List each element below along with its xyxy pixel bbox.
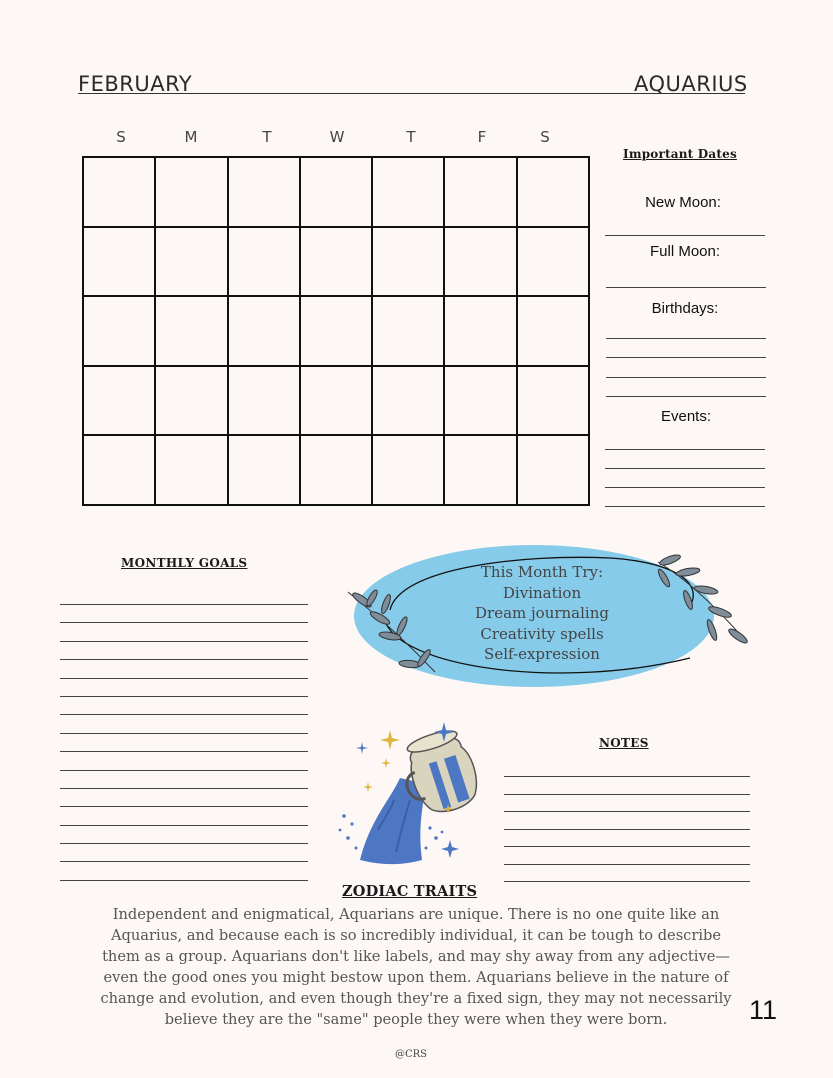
goal-line[interactable] bbox=[60, 806, 308, 807]
day-cell[interactable] bbox=[156, 228, 228, 298]
day-cell[interactable] bbox=[373, 158, 445, 228]
day-cell[interactable] bbox=[84, 158, 156, 228]
goal-line[interactable] bbox=[60, 678, 308, 679]
note-line[interactable] bbox=[504, 881, 750, 882]
notes-title: NOTES bbox=[599, 736, 649, 750]
weekday-mon: M bbox=[184, 128, 198, 146]
day-cell[interactable] bbox=[373, 228, 445, 298]
weekday-tue: T bbox=[262, 128, 272, 146]
day-cell[interactable] bbox=[84, 367, 156, 437]
day-cell[interactable] bbox=[518, 228, 590, 298]
weekday-sun: S bbox=[116, 128, 126, 146]
weekday-wed: W bbox=[329, 128, 345, 146]
try-this-list bbox=[442, 562, 642, 665]
day-cell[interactable] bbox=[229, 367, 301, 437]
birthday-line[interactable] bbox=[606, 396, 766, 397]
day-cell[interactable] bbox=[84, 297, 156, 367]
day-cell[interactable] bbox=[229, 297, 301, 367]
goal-line[interactable] bbox=[60, 770, 308, 771]
zodiac-traits-title: ZODIAC TRAITS bbox=[342, 883, 478, 900]
birthday-line[interactable] bbox=[606, 357, 766, 358]
day-cell[interactable] bbox=[445, 297, 517, 367]
day-cell[interactable] bbox=[373, 367, 445, 437]
event-line[interactable] bbox=[605, 449, 765, 450]
day-cell[interactable] bbox=[84, 228, 156, 298]
goal-line[interactable] bbox=[60, 880, 308, 881]
month-title: FEBRUARY bbox=[78, 72, 193, 96]
day-cell[interactable] bbox=[301, 228, 373, 298]
event-line[interactable] bbox=[605, 487, 765, 488]
note-line[interactable] bbox=[504, 864, 750, 865]
day-cell[interactable] bbox=[156, 158, 228, 228]
birthday-line[interactable] bbox=[606, 338, 766, 339]
try-this-item: Self-expression bbox=[484, 645, 600, 663]
day-cell[interactable] bbox=[445, 436, 517, 506]
day-cell[interactable] bbox=[518, 367, 590, 437]
day-cell[interactable] bbox=[518, 436, 590, 506]
monthly-goals-title: MONTHLY GOALS bbox=[121, 556, 248, 570]
day-cell[interactable] bbox=[445, 228, 517, 298]
header-rule bbox=[78, 93, 745, 94]
day-cell[interactable] bbox=[301, 367, 373, 437]
event-line[interactable] bbox=[605, 506, 765, 507]
day-cell[interactable] bbox=[301, 297, 373, 367]
note-line[interactable] bbox=[504, 776, 750, 777]
day-cell[interactable] bbox=[373, 436, 445, 506]
events-label: Events: bbox=[660, 408, 712, 425]
sign-title: AQUARIUS bbox=[634, 72, 748, 96]
day-cell[interactable] bbox=[445, 367, 517, 437]
goal-line[interactable] bbox=[60, 861, 308, 862]
goal-line[interactable] bbox=[60, 659, 308, 660]
day-cell[interactable] bbox=[518, 158, 590, 228]
goal-line[interactable] bbox=[60, 733, 308, 734]
notes-lines bbox=[504, 776, 750, 882]
try-this-item: Dream journaling bbox=[475, 604, 609, 622]
try-this-item: Creativity spells bbox=[480, 624, 604, 643]
page-number: 11 bbox=[749, 995, 778, 1025]
footer-credit: @CRS bbox=[395, 1049, 428, 1060]
goal-line[interactable] bbox=[60, 751, 308, 752]
day-cell[interactable] bbox=[445, 158, 517, 228]
goal-line[interactable] bbox=[60, 641, 308, 642]
day-cell[interactable] bbox=[301, 158, 373, 228]
day-cell[interactable] bbox=[229, 436, 301, 506]
calendar-grid bbox=[82, 156, 590, 506]
event-line[interactable] bbox=[605, 468, 765, 469]
day-cell[interactable] bbox=[301, 436, 373, 506]
goal-line[interactable] bbox=[60, 825, 308, 826]
goal-line[interactable] bbox=[60, 696, 308, 697]
day-cell[interactable] bbox=[229, 228, 301, 298]
day-cell[interactable] bbox=[156, 436, 228, 506]
birthdays-label: Birthdays: bbox=[651, 300, 719, 317]
day-cell[interactable] bbox=[518, 297, 590, 367]
goal-line[interactable] bbox=[60, 622, 308, 623]
day-cell[interactable] bbox=[373, 297, 445, 367]
zodiac-traits-body: Independent and enigmatical, Aquarians are unique. There is no one quite like an Aquarius, and because each is so incredibly individual, it can be tough to describe them as a group. Aquarians don't like labels, and may shy away from any adjective—even the good ones you might bestow upon them. Aquarians believe in the nature of change and evolution, and even though they're a fixed sign, they may not necessarily believe they are the "same" people they were when they were born. bbox=[100, 906, 732, 1028]
full-moon-line[interactable] bbox=[606, 287, 766, 288]
goal-line[interactable] bbox=[60, 714, 308, 715]
new-moon-line[interactable] bbox=[605, 235, 765, 236]
note-line[interactable] bbox=[504, 829, 750, 830]
note-line[interactable] bbox=[504, 794, 750, 795]
monthly-goals-lines bbox=[60, 604, 308, 881]
try-this-heading: This Month Try: bbox=[480, 563, 604, 581]
try-this-item: Divination bbox=[502, 583, 582, 602]
goal-line[interactable] bbox=[60, 843, 308, 844]
day-cell[interactable] bbox=[156, 367, 228, 437]
goal-line[interactable] bbox=[60, 604, 308, 605]
day-cell[interactable] bbox=[156, 297, 228, 367]
day-cell[interactable] bbox=[84, 436, 156, 506]
note-line[interactable] bbox=[504, 846, 750, 847]
new-moon-label: New Moon: bbox=[645, 194, 721, 211]
aquarius-water-jug-icon bbox=[330, 720, 490, 870]
weekday-sat: S bbox=[540, 128, 550, 146]
birthday-line[interactable] bbox=[606, 377, 766, 378]
full-moon-label: Full Moon: bbox=[649, 243, 721, 260]
note-line[interactable] bbox=[504, 811, 750, 812]
important-dates-title: Important Dates bbox=[623, 147, 737, 161]
weekday-thu: T bbox=[406, 128, 416, 146]
goal-line[interactable] bbox=[60, 788, 308, 789]
weekday-fri: F bbox=[477, 128, 487, 146]
day-cell[interactable] bbox=[229, 158, 301, 228]
